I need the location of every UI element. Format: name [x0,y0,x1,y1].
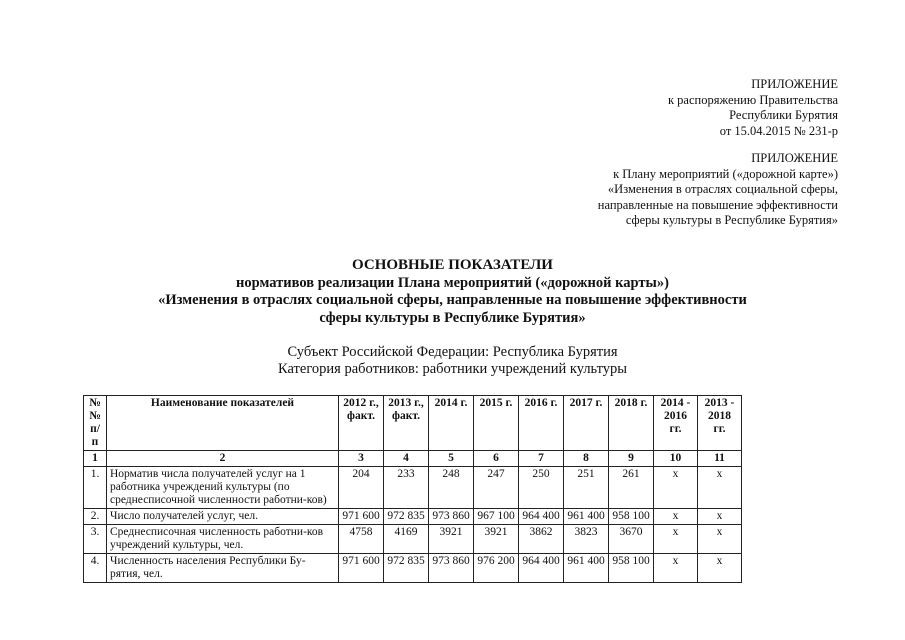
value-cell: 964 400 [519,509,564,525]
column-number-cell: 6 [474,451,519,467]
value-cell: 958 100 [609,509,654,525]
value-cell: 958 100 [609,554,654,583]
annex-1-line: к распоряжению Правительства [667,92,838,107]
annex-2-block [598,151,838,229]
column-number-cell: 9 [609,451,654,467]
value-cell: 261 [609,467,654,509]
value-cell: 972 835 [384,509,429,525]
table-header-row [84,396,742,451]
value-cell: 250 [519,467,564,509]
value-cell: х [698,554,742,583]
value-cell: х [654,467,698,509]
column-number-cell: 1 [84,451,107,467]
header-cell: 2016 г. [519,396,564,451]
column-number-cell: 2 [107,451,339,467]
title-line: сферы культуры в Республике Бурятия» [319,309,586,326]
value-cell: х [654,509,698,525]
column-number-cell: 4 [384,451,429,467]
value-cell: 3921 [429,525,474,554]
header-cell: 2014 г. [429,396,474,451]
value-cell: 961 400 [564,554,609,583]
value-cell: 251 [564,467,609,509]
header-cell: 2017 г. [564,396,609,451]
indicator-name: Число получателей услуг, чел. [107,509,339,525]
value-cell: х [654,554,698,583]
value-cell: 973 860 [429,509,474,525]
value-cell: 971 600 [339,554,384,583]
indicator-name: Норматив числа получателей услуг на 1 работника учреждений культуры (по среднесписочной численности работни-ков) [107,467,339,509]
value-cell: 976 200 [474,554,519,583]
title-line: ОСНОВНЫЕ ПОКАЗАТЕЛИ [352,257,553,273]
annex-2-line: к Плану мероприятий («дорожной карте») [613,166,838,181]
value-cell: 3862 [519,525,564,554]
indicator-name: Среднесписочная численность работни-ков учреждений культуры, чел. [107,525,339,554]
title-line: нормативов реализации Плана мероприятий («дорожной карты») [236,274,669,291]
value-cell: 972 835 [384,554,429,583]
row-index: 4. [84,554,107,583]
header-cell: 2013 г., факт. [384,396,429,451]
column-number-cell: 11 [698,451,742,467]
annex-1-line: Республики Бурятия [729,108,838,122]
table-row [84,467,742,509]
category-line: Категория работников: работники учреждений культуры [278,361,627,377]
annex-2-line: сферы культуры в Республике Бурятия» [625,213,838,227]
value-cell: 4169 [384,525,429,554]
column-number-cell: 7 [519,451,564,467]
row-index: 3. [84,525,107,554]
annex-2-line: направленные на повышение эффективности [597,197,838,212]
value-cell: х [698,509,742,525]
header-cell: 2014 - 2016 гг. [654,396,698,451]
value-cell: 4758 [339,525,384,554]
row-index: 2. [84,509,107,525]
value-cell: 3823 [564,525,609,554]
value-cell: 233 [384,467,429,509]
column-number-cell: 5 [429,451,474,467]
value-cell: х [698,525,742,554]
value-cell: 248 [429,467,474,509]
annex-1-line: от 15.04.2015 № 231-р [719,123,838,138]
header-cell: Наименование показателей [107,396,339,451]
annex-1-line: ПРИЛОЖЕНИЕ [751,77,838,91]
subject-block [0,344,905,378]
column-number-cell: 3 [339,451,384,467]
value-cell: 3921 [474,525,519,554]
value-cell: 971 600 [339,509,384,525]
value-cell: 964 400 [519,554,564,583]
column-number-cell: 10 [654,451,698,467]
value-cell: 967 100 [474,509,519,525]
title-line: «Изменения в отраслях социальной сферы, направленные на повышение эффективности [158,292,747,308]
header-cell: 2018 г. [609,396,654,451]
header-cell: 2015 г. [474,396,519,451]
annex-2-line: «Изменения в отраслях социальной сферы, [607,182,838,196]
value-cell: х [698,467,742,509]
table-row [84,554,742,583]
header-cell: 2013 - 2018 гг. [698,396,742,451]
document-title [0,257,905,327]
column-number-row [84,451,742,467]
header-cell: 2012 г., факт. [339,396,384,451]
value-cell: х [654,525,698,554]
annex-1-block [668,77,838,139]
value-cell: 973 860 [429,554,474,583]
column-number-cell: 8 [564,451,609,467]
value-cell: 3670 [609,525,654,554]
value-cell: 961 400 [564,509,609,525]
value-cell: 204 [339,467,384,509]
table-row [84,509,742,525]
indicator-name: Численность населения Республики Бу-рятия, чел. [107,554,339,583]
subject-line: Субъект Российской Федерации: Республика Бурятия [287,344,618,360]
table-row [84,525,742,554]
value-cell: 247 [474,467,519,509]
row-index: 1. [84,467,107,509]
indicators-table [83,395,742,583]
annex-2-line: ПРИЛОЖЕНИЕ [751,151,838,165]
header-cell: №№ п/п [84,396,107,451]
